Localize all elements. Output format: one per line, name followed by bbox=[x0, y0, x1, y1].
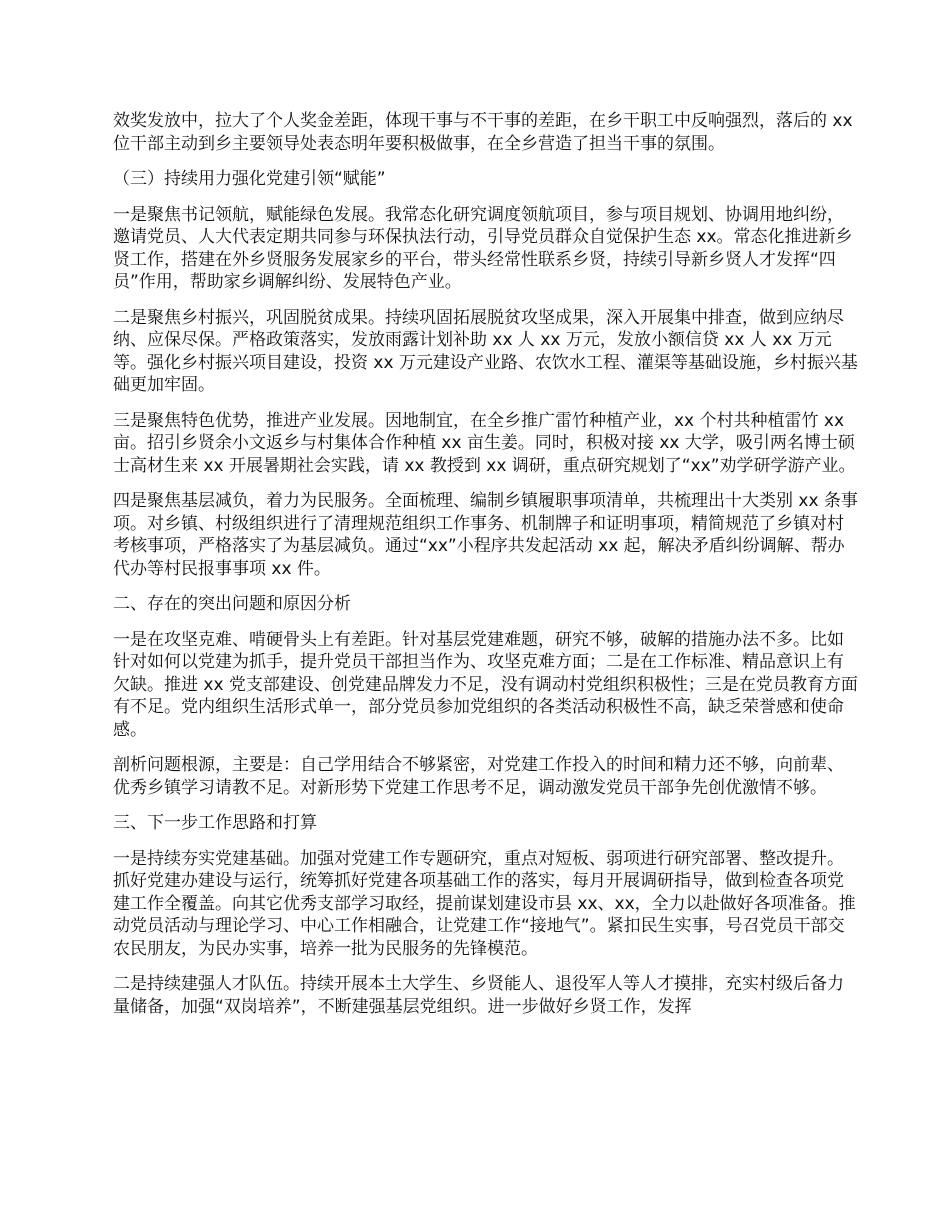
section-heading-problems: 二、存在的突出问题和原因分析 bbox=[113, 594, 351, 614]
paragraph-talent-team: 二是持续建强人才队伍。持续开展本土大学生、乡贤能人、退役军人等人才摸排，充实村级后备力量储备，加强“双岗培养”，不断建强基层党组织。进一步做好乡贤工作，发挥 bbox=[113, 974, 844, 1017]
paragraph-root-causes: 剖析问题根源，主要是：自己学用结合不够紧密，对党建工作投入的时间和精力还不够，向前辈、优秀乡镇学习请教不足。对新形势下党建工作思考不足，调动激发党员干部争先创优激情不够。 bbox=[113, 755, 844, 798]
section-heading-3: （三）持续用力强化党建引领“赋能” bbox=[113, 169, 386, 189]
paragraph-continuation: 效奖发放中，拉大了个人奖金差距，体现干事与不干事的差距，在乡干职工中反响强烈，落后的 xx 位干部主动到乡主要领导处表态明年要积极做事，在全乡营造了担当干事的氛围。 bbox=[113, 111, 853, 154]
section-heading-next-steps: 三、下一步工作思路和打算 bbox=[113, 813, 317, 833]
paragraph-problems: 一是在攻坚克难、啃硬骨头上有差距。针对基层党建难题，研究不够，破解的措施办法不多。比如针对如何以党建为抓手，提升党员干部担当作为、攻坚克难方面；二是在工作标准、精品意识上有欠缺。推进 xx 党支部建设、创党建品牌发力不足，没有调动村党组织积极性；三是在党员教育方面有不足。党内组织生活形式单一，部分党员参加党组织的各类活动积极性不高，缺乏荣誉感和使命感。 bbox=[113, 629, 858, 740]
paragraph-rural-revitalization: 二是聚焦乡村振兴，巩固脱贫成果。持续巩固拓展脱贫攻坚成果，深入开展集中排查，做到应纳尽纳、应保尽保。严格政策落实，发放雨露计划补助 xx 人 xx 万元，发放小额信贷 xx 人 xx 万元等。强化乡村振兴项目建设，投资 xx 万元建设产业路、农饮水工程、灌渠等基础设施，乡村振兴基础更加牢固。 bbox=[113, 307, 858, 395]
paragraph-grassroots-burden: 四是聚焦基层减负，着力为民服务。全面梳理、编制乡镇履职事项清单，共梳理出十大类别 xx 条事项。对乡镇、村级组织进行了清理规范组织工作事务、机制牌子和证明事项，精简规范了乡镇对村考核事项，严格落实了为基层减负。通过“xx”小程序共发起活动 xx 起，解决矛盾纠纷调解、帮办代办等村民报事事项 xx 件。 bbox=[113, 491, 858, 579]
document-body bbox=[113, 110, 859, 1031]
paragraph-secretary-leadership: 一是聚焦书记领航，赋能绿色发展。我常态化研究调度领航项目，参与项目规划、协调用地纠纷，邀请党员、人大代表定期共同参与环保执法行动，引导党员群众自觉保护生态 xx。常态化推进新乡贤工作，搭建在外乡贤服务发展家乡的平台，带头经常性联系乡贤，持续引导新乡贤人才发挥“四员”作用，帮助家乡调解纠纷、发展特色产业。 bbox=[113, 204, 853, 292]
paragraph-industry-development: 三是聚焦特色优势，推进产业发展。因地制宜，在全乡推广雷竹种植产业，xx 个村共种植雷竹 xx 亩。招引乡贤余小文返乡与村集体合作种植 xx 亩生姜。同时，积极对接 xx 大学，吸引两名博士硕士高材生来 xx 开展暑期社会实践，请 xx 教授到 xx 调研，重点研究规划了“xx”劝学研学游产业。 bbox=[113, 410, 856, 476]
paragraph-party-foundation: 一是持续夯实党建基础。加强对党建工作专题研究，重点对短板、弱项进行研究部署、整改提升。抓好党建办建设与运行，统筹抓好党建各项基础工作的落实，每月开展调研指导，做到检查各项党建工作全覆盖。向其它优秀支部学习取经，提前谋划建设市县 xx、xx，全力以赴做好各项准备。推动党员活动与理论学习、中心工作相融合，让党建工作“接地气”。紧扣民生实事，号召党员干部交农民朋友，为民办实事，培养一批为民服务的先锋模范。 bbox=[113, 848, 856, 959]
